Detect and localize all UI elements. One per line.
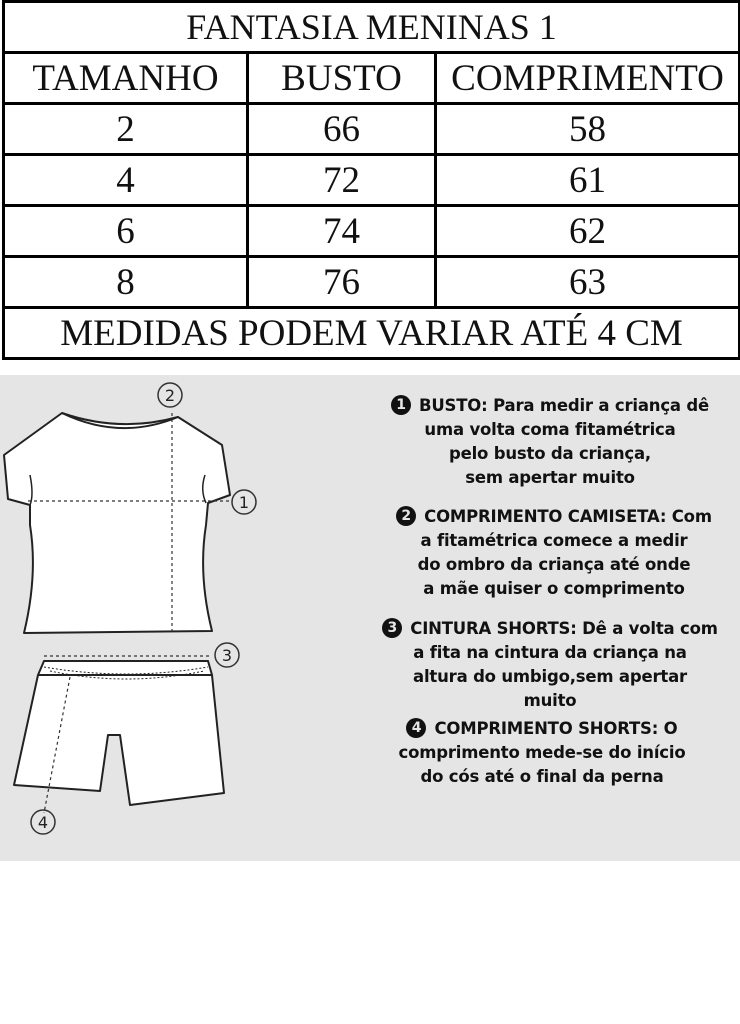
table-title: FANTASIA MENINAS 1 <box>4 2 740 53</box>
header-tamanho: TAMANHO <box>4 53 248 104</box>
number-4-icon: 4 <box>406 718 426 738</box>
bust-cell: 76 <box>248 257 436 308</box>
bust-cell: 74 <box>248 206 436 257</box>
number-2-icon: 2 <box>396 506 416 526</box>
instruction-line: muito <box>523 691 577 710</box>
svg-text:3: 3 <box>221 646 233 665</box>
length-cell: 58 <box>436 104 740 155</box>
shorts-icon <box>14 661 224 805</box>
instruction-line <box>360 394 740 418</box>
bust-cell: 66 <box>248 104 436 155</box>
measurement-guide <box>0 375 740 861</box>
header-comprimento: COMPRIMENTO <box>436 53 740 104</box>
instruction-line <box>372 717 712 741</box>
instruction-line: comprimento mede-se do início <box>398 743 686 762</box>
bust-cell: 72 <box>248 155 436 206</box>
instruction-line <box>368 505 740 529</box>
size-cell: 8 <box>4 257 248 308</box>
instruction-line: uma volta coma fitamétrica <box>424 420 676 439</box>
length-cell: 62 <box>436 206 740 257</box>
number-1-icon: 1 <box>391 395 411 415</box>
marker-1 <box>232 490 256 514</box>
instruction-line: sem apertar muito <box>465 468 635 487</box>
instruction-line <box>360 617 740 641</box>
instruction-text: COMPRIMENTO CAMISETA: Com <box>424 507 712 526</box>
marker-3 <box>215 643 239 667</box>
instruction-line: do cós até o final da perna <box>420 767 664 786</box>
size-cell: 4 <box>4 155 248 206</box>
instruction-line: pelo busto da criança, <box>448 444 651 463</box>
instruction-busto <box>360 394 740 490</box>
instruction-line: a fitamétrica comece a medir <box>420 531 688 550</box>
instruction-cintura-shorts <box>360 617 740 713</box>
svg-text:1: 1 <box>238 493 250 512</box>
table-title-row <box>4 2 740 53</box>
table-header-row <box>4 53 740 104</box>
size-cell: 6 <box>4 206 248 257</box>
instruction-text: BUSTO: Para medir a criança dê <box>418 396 709 415</box>
table-row <box>4 257 740 308</box>
garment-diagram <box>0 375 360 861</box>
instruction-line: a mãe quiser o comprimento <box>423 579 685 598</box>
length-cell: 61 <box>436 155 740 206</box>
table-note: MEDIDAS PODEM VARIAR ATÉ 4 CM <box>4 308 740 359</box>
instruction-comprimento-shorts <box>372 717 712 789</box>
table-row <box>4 155 740 206</box>
table-note-row <box>4 308 740 359</box>
marker-4 <box>31 810 55 834</box>
table-row <box>4 104 740 155</box>
marker-2 <box>158 383 182 407</box>
number-3-icon: 3 <box>382 618 402 638</box>
instruction-line: altura do umbigo,sem apertar <box>413 667 687 686</box>
table-row <box>4 206 740 257</box>
size-cell: 2 <box>4 104 248 155</box>
svg-text:4: 4 <box>37 813 49 832</box>
instruction-comprimento-camiseta <box>368 505 740 601</box>
header-busto: BUSTO <box>248 53 436 104</box>
instruction-text: COMPRIMENTO SHORTS: O <box>434 719 678 738</box>
instruction-line: do ombro da criança até onde <box>417 555 691 574</box>
length-cell: 63 <box>436 257 740 308</box>
instruction-text: CINTURA SHORTS: Dê a volta com <box>410 619 718 638</box>
t-shirt-icon <box>4 413 230 633</box>
size-table <box>2 0 740 360</box>
instruction-line: a fita na cintura da criança na <box>413 643 687 662</box>
svg-text:2: 2 <box>164 386 176 405</box>
